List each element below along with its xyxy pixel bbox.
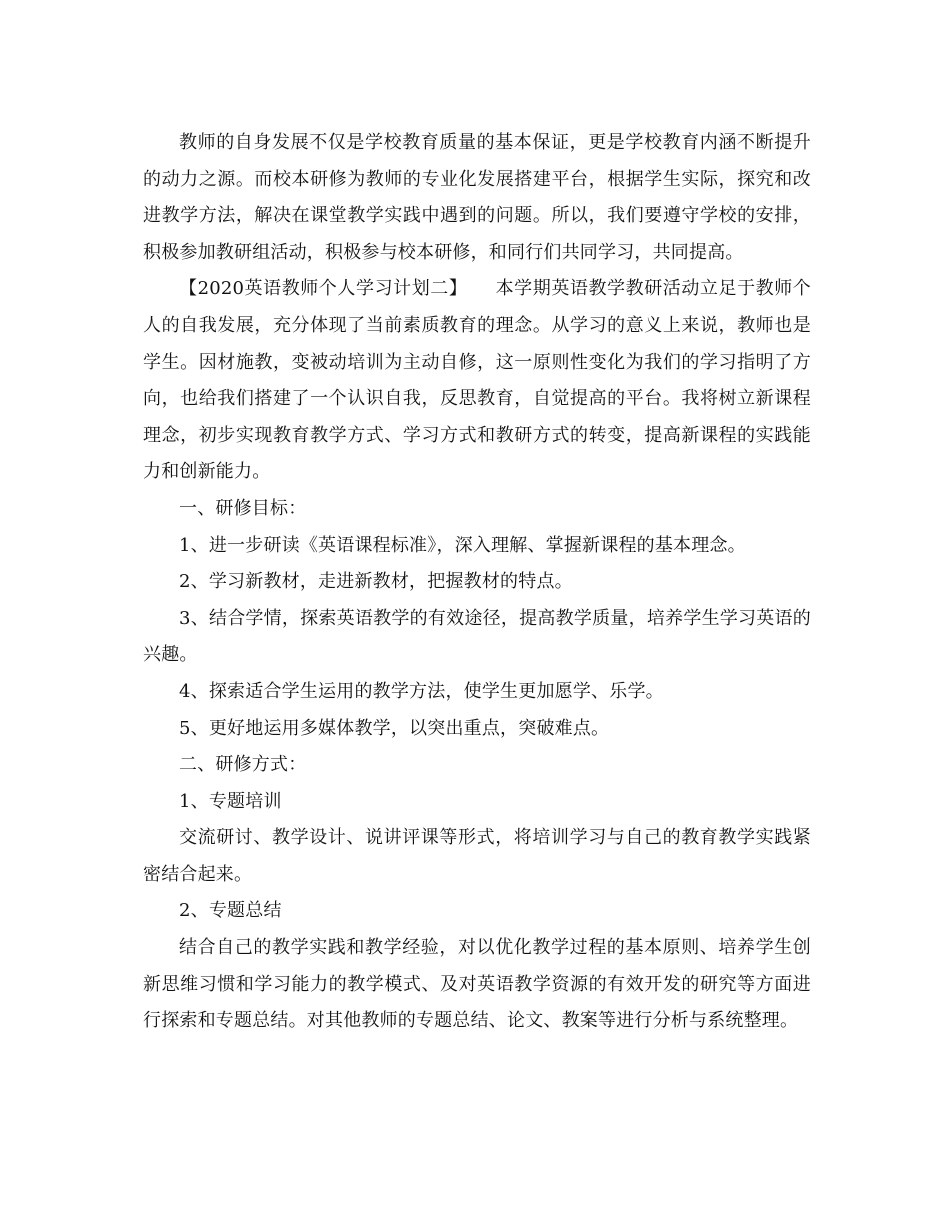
goal-item-3: 3、结合学情，探索英语教学的有效途径，提高教学质量，培养学生学习英语的兴趣。 — [143, 607, 811, 666]
document-body — [143, 125, 811, 1040]
goal-item-1: 1、进一步研读《英语课程标准》，深入理解、掌握新课程的基本理念。 — [179, 534, 746, 556]
paragraph-plan-two: 【2020英语教师个人学习计划二】 本学期英语教学教研活动立足于教师个人的自我发展，充分体现了当前素质教育的理念。从学习的意义上来说，教师也是学生。因材施教，变被动培训为主动自修，这一原则性变化为我们的学习指明了方向，也给我们搭建了一个认识自我，反思教育，自觉提高的平台。我将树立新课程理念，初步实现教育教学方式、学习方式和教研方式的转变，提高新课程的实践能力和创新能力。 — [143, 278, 811, 483]
method-item-1-title: 1、专题培训 — [179, 790, 282, 812]
goal-item-2: 2、学习新教材，走进新教材，把握教材的特点。 — [179, 571, 573, 593]
method-item-2-title: 2、专题总结 — [179, 900, 282, 922]
method-item-2-body: 结合自己的教学实践和教学经验，对以优化教学过程的基本原则、培养学生创新思维习惯和学习能力的教学模式、及对英语教学资源的有效开发的研究等方面进行探索和专题总结。对其他教师的专题总结、论文、教案等进行分析与系统整理。 — [143, 937, 811, 1032]
paragraph-intro: 教师的自身发展不仅是学校教育质量的基本保证，更是学校教育内涵不断提升的动力之源。而校本研修为教师的专业化发展搭建平台，根据学生实际，探究和改进教学方法，解决在课堂教学实践中遇到的问题。所以，我们要遵守学校的安排，积极参加教研组活动，积极参与校本研修，和同行们共同学习，共同提高。 — [143, 132, 811, 263]
heading-research-goals: 一、研修目标： — [179, 497, 307, 519]
goal-item-5: 5、更好地运用多媒体教学，以突出重点，突破难点。 — [179, 717, 610, 739]
goal-item-4: 4、探索适合学生运用的教学方法，使学生更加愿学、乐学。 — [179, 680, 664, 702]
method-item-1-body: 交流研讨、教学设计、说讲评课等形式，将培训学习与自己的教育教学实践紧密结合起来。 — [143, 827, 811, 885]
heading-research-methods: 二、研修方式： — [179, 754, 307, 776]
